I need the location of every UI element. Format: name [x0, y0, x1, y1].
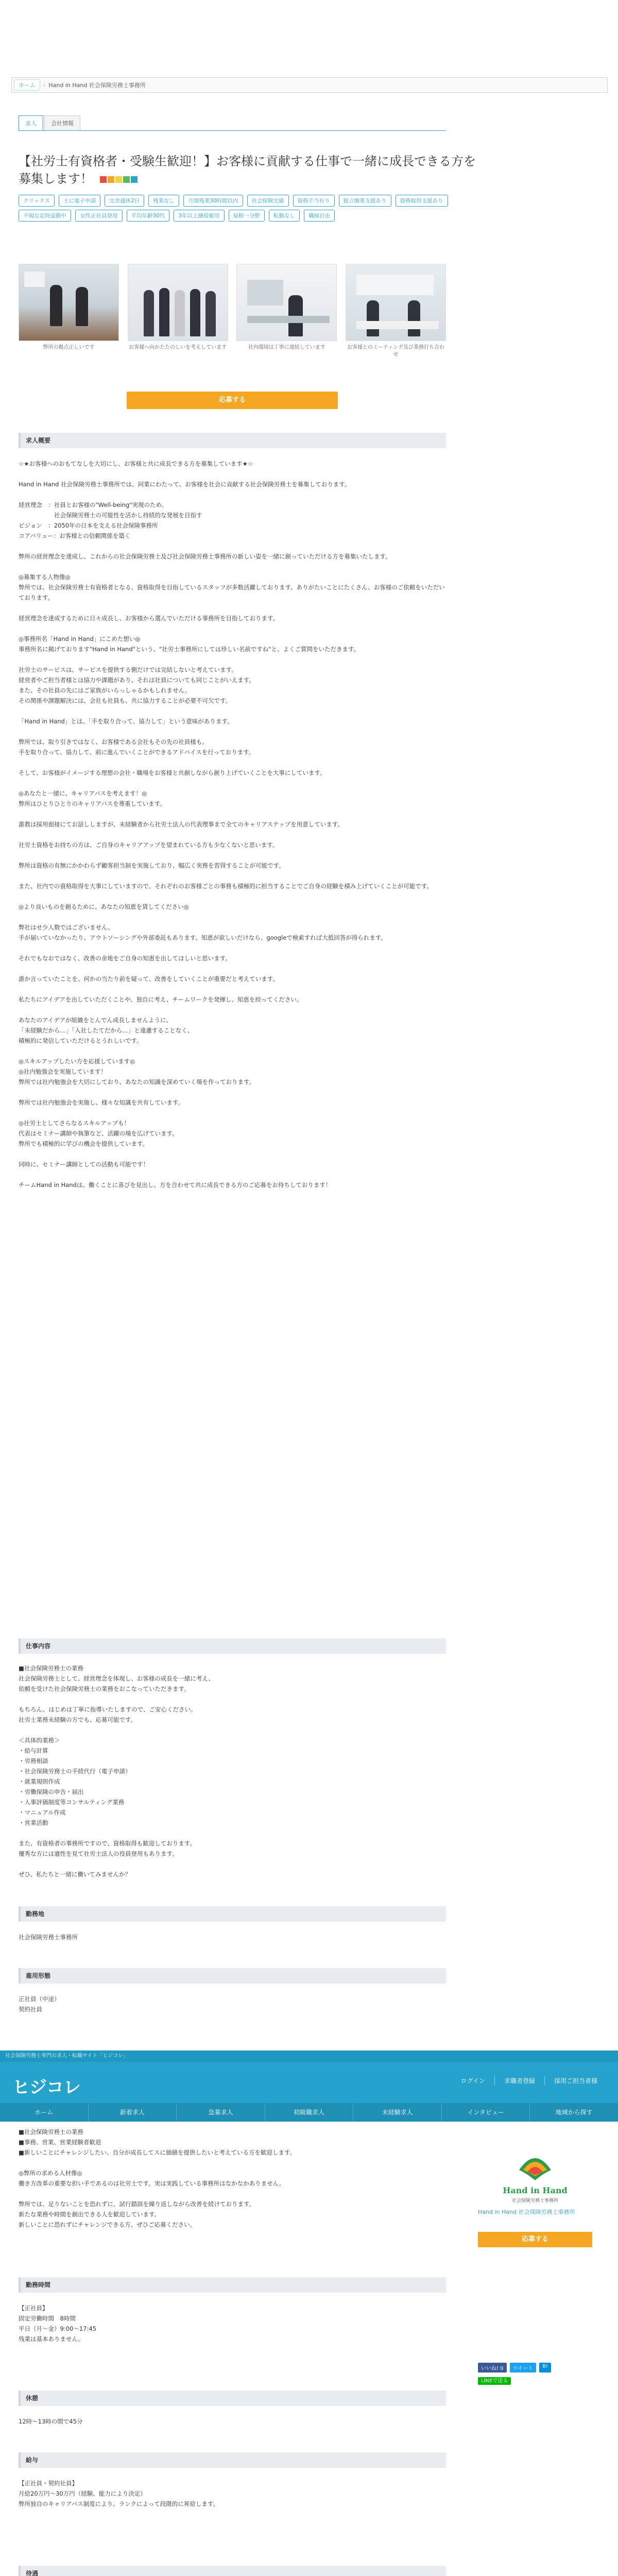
section-header-location: 勤務地 [19, 1906, 446, 1922]
tweet-button[interactable]: ツイート [510, 2363, 537, 2372]
section-header-employment-type: 雇用形態 [19, 1968, 446, 1984]
photo-item [128, 264, 228, 359]
register-link[interactable]: 求職者登録 [494, 2076, 544, 2085]
feature-tag[interactable]: 残業なし [148, 195, 179, 207]
photo-item [346, 264, 446, 359]
section-header-overview: 求人概要 [19, 433, 446, 448]
apply-button[interactable]: 応募する [127, 392, 338, 409]
feature-tags [19, 195, 451, 222]
team-photo [128, 264, 228, 341]
meeting-photo [346, 264, 446, 341]
breadcrumb [11, 77, 608, 93]
new-badges [100, 176, 138, 183]
badge-icon [115, 176, 122, 183]
job-headline [19, 152, 482, 188]
nav-by-region[interactable]: 地域から探す [529, 2103, 618, 2122]
feature-tag[interactable]: 転勤なし [269, 210, 300, 222]
company-name[interactable]: Hand in Hand 社会保険労務士事務所 [478, 2209, 575, 2215]
line-share [478, 2376, 511, 2384]
header-links [452, 2076, 607, 2085]
company-logo-text: Hand in Hand [503, 2185, 568, 2195]
location-text: 社会保険労務士事務所 [19, 1934, 78, 1941]
break-text: 12時〜13時の間で45分 [19, 2418, 83, 2425]
nav-inexperienced-jobs[interactable]: 未経験求人 [353, 2103, 441, 2122]
photo-item [236, 264, 337, 359]
nav-new-jobs[interactable]: 新着求人 [88, 2103, 177, 2122]
tab-company-info[interactable]: 会社情報 [44, 115, 80, 130]
photo-caption: お客様とのミーティング及び業務打ち合わせ [347, 345, 444, 358]
feature-tag[interactable]: 月間残業30時間以内 [183, 195, 243, 207]
photo-gallery [19, 264, 446, 359]
breadcrumb-current: Hand in Hand 社会保険労務士事務所 [48, 82, 146, 89]
section-header-break: 休憩 [19, 2391, 446, 2406]
share-buttons [478, 2363, 551, 2372]
feature-tag[interactable]: 資格手当有り [293, 195, 335, 207]
feature-tag[interactable]: 独立開業支援あり [339, 195, 391, 207]
feature-tag[interactable]: 女性正社員登用 [75, 210, 123, 222]
salary-text: 【正社員・契約社員】 月給20万円〜30万円（経験、能力により決定） 弊所独自のキャリアパス制度により、ランクによって段階的に昇給します。 [19, 2480, 219, 2507]
facebook-like-button[interactable]: いいね! 0 [478, 2363, 507, 2372]
feature-tag[interactable]: 職域自由 [304, 210, 335, 222]
employment-type-text: 正社員（中途） 契約社員 [19, 1995, 60, 2013]
job-tabs [19, 115, 446, 131]
photo-caption: お客様へ向かたたのしいを考えしています [129, 345, 227, 350]
feature-tag[interactable]: 不規な定時退勤中 [19, 210, 71, 222]
feature-tag[interactable]: 資格取得支援あり [396, 195, 448, 207]
feature-tag[interactable]: 土に電子申請 [59, 195, 100, 207]
feature-tag[interactable]: 平均年齢30代 [127, 210, 170, 222]
badge-icon [131, 176, 138, 183]
sidebar-apply-button[interactable]: 応募する [478, 2232, 592, 2247]
section-header-working-hours: 勤務時間 [19, 2277, 446, 2293]
photo-item [19, 264, 119, 359]
badge-icon [100, 176, 107, 183]
section-header-salary: 給与 [19, 2452, 446, 2468]
site-header [0, 2062, 618, 2103]
breadcrumb-separator: › [43, 81, 46, 89]
login-link[interactable]: ログイン [460, 2077, 485, 2084]
feature-tag[interactable]: 社会保険完備 [247, 195, 289, 207]
photo-caption: 社内環境は丁寧に連続しています [248, 345, 325, 350]
section-header-benefits: 待遇 [19, 2566, 446, 2576]
line-share-button[interactable]: LINEで送る [478, 2377, 511, 2385]
nav-entry-jobs[interactable]: 初級職求人 [265, 2103, 353, 2122]
job-headline-text: 【社労士有資格者・受験生歓迎！】お客様に貢献する仕事で一緒に成長できる方を募集します！ [19, 154, 476, 186]
job-content-text: ■社会保険労務士の業務 社会保険労務士として、経営理念を体現し、お客様の成長を一緒に考え、 依頼を受けた社会保険労務士の業務をおこなっていただきます。 もちろん、はじめは丁寧に指導いたしますので、ご安心ください。 社労士業務未経験の方でも、応募可能です。 ＜具体的業務＞ ・給与計算 ・労務相談 ・社会保険労務士の手続代行（電子申請） ・就業規則作成 ・労働保険の申告・届出 ・人事評価制度等コンサルティング業務 ・マニュアル作成 ・営業活動 また、有資格者の事務所ですので、資格取得も歓迎しております。 優秀な方には適性を見て社労士法人の役員登用もあります。 ぜひ、私たちと一緒に働いてみませんか？ [19, 1665, 214, 1878]
company-card [478, 2149, 592, 2247]
site-topbar: 社会保険労務士専門の求人・転職サイト「ヒジコレ」 [0, 2050, 618, 2062]
photo-caption: 弊所の拠点正しいです [43, 345, 95, 350]
tab-job[interactable]: 求人 [19, 115, 43, 130]
badge-icon [123, 176, 130, 183]
company-logo-subtext: 社会保険労務士事務所 [511, 2198, 558, 2204]
office-photo [19, 264, 119, 341]
feature-tag[interactable]: 3年以上継続雇用 [174, 210, 224, 222]
breadcrumb-home-link[interactable]: ホーム [14, 79, 40, 91]
site-logo[interactable]: ヒジコレ [12, 2077, 80, 2098]
feature-tag[interactable]: 完全週休2日 [105, 195, 144, 207]
feature-tag[interactable]: クリックス [19, 195, 55, 207]
nav-home[interactable]: ホーム [35, 2109, 54, 2116]
overview-text: ☆★お客様へのおもてなしを大切にし、お客様と共に成長できる方を募集しています★☆ Hand in Hand 社会保険労務士事務所では、同業にわたって、お客様を社会に貢献する社会保険労務士を募集しております。 経営理念 ：社員とお客様の"Well-being"実現のため、 社会保険労務士の可能性を活かし持続的な発展を目指す ビジョン ：2050年の日本を支える社会保険事務所 コアバリュー：お客様との信頼関係を築く 弊所の経営理念を達成し、これからの社会保険労務士及び社会保険労務士事務所の新しい姿を一緒に創っていただける方を募集いたします。 ◎募集する人物像◎ 弊所では、社会保険労務士有資格者となる、資格取得を目指しているスタッフが多数活躍しております。ありがたいことにたくさん、お客様のご依頼をいただいております。 経営理念を達成するために日々成長し、お客様から選んでいただける事務所を目指しております。 ◎事務所名「Hand in Hand」にこめた想い◎ 事務所名に掲げております"Hand in Hand"という、"社労士事務所にしては珍しい名前ですね"と、よくご質問をいただきます。 社労士のサービスは、サービスを提供する側だけでは完結しないと考えています。 経営者やご担当者様とは協力や課題があり、それは社員についても同じことがいえます。 また、その社員の先にはご家族がいらっしゃるかもしれません。 その関係や課題解決には、会社も社員も、共に協力することが必要不可欠です。 「Hand in Hand」とは、「手を取り合って、協力して」という意味があります。 弊所では、取り引きではなく、お客様である会社もその先の社員様も、 手を取り合って、協力して、前に進んでいくことができるアドバイスを行っております。 そして、お客様がイメージする理想の会社・職場をお客様と共創しながら創り上げていくことを大事にしています。 ◎あなたと一緒に、キャリアパスを考えます！◎ 弊所はひとりひとりのキャリアパスを尊重しています。 誰教は採用面接にてお話ししますが、未経験者から社労士法人の代表理事まで全てのキャリアステップを用意しています。 社労士資格をお持ちの方は、ご自身のキャリアアップを望まれている方も少なくないと思います。 弊所は資格の有無にかかわらず顧客担当制を実施しており、幅広く実務を習得することが可能です。 また、社内での資格取得を大事にしていますので、それぞれのお客様ごとの事務も積極的に担当することでご自身の経験を積み上げていくことが可能です。 ◎より良いものを創るために、あなたの知恵を貸してください◎ 弊社はせ少人数ではございません。 手が届いていなかったり、アウトソーシングや外部委託もあります。知恵が欲しいだけなら、googleで検索すれば大抵回答が得られます。 それでもなおではなく、改善の余地をご自身の知恵を出してほしいと思います。 誰か言っていたことを、何かの当たり前を疑って、改善をしていくことが重要だと考えています。 私たちにアイデアを出していただくことや、独自に考え、チームワークを発揮し、知恵を絞ってください。 あなたのアイデアが組織をとんでん成長しませんように、 「未経験だから…」「入社したてだから…」と遠慮することなく、 積極的に発信していただけるとうれしいです。 ◎スキルアップしたい方を応援しています◎ ◎社内勉強会を実施しています！ 弊所では社内勉強会を大切にしており、あなたの知識を深めていく場を作っております。 弊所では社内勉強会を実施し、様々な知識を共有しています。 ◎社労士としてさらなるスキルアップも！ 代表はセミナー講師や執筆など、活躍の場を広げています。 弊所でも積極的に学びの機会を提供しています。 同時に、セミナー講師としての活動も可能です！ チームHand in Handは、働くことに喜びを見出し、方を合わせて共に成長できる方のご応募をお待ちしております！ [19, 460, 445, 1189]
main-nav [0, 2103, 618, 2122]
section-header-job-content: 仕事内容 [19, 1638, 446, 1654]
nav-interview[interactable]: インタビュー [441, 2103, 530, 2122]
nav-urgent-jobs[interactable]: 急募求人 [176, 2103, 265, 2122]
workspace-photo [236, 264, 337, 341]
feature-tag[interactable]: 屋根一分野 [229, 210, 265, 222]
working-hours-text: 【正社員】 固定労働時間 8時間 平日（月〜金）9:00〜17:45 残業は基本ありません。 [19, 2304, 96, 2343]
company-logo[interactable] [478, 2149, 592, 2206]
employer-link[interactable]: 採用ご担当者様 [544, 2076, 607, 2085]
requirements-text: ■社会保険労務士の業務 ■事務、営業、営業経験者歓迎 ■新しいことにチャレンジしたい、自分が成長してスに価値を提供したいと考えている方を歓迎します。 ◎弊所の求める人材像◎ 働き方改革の重要な担い手であるのは社労士です。実は実践している事務所はなかなかありません。 弊所では、足りないことを恐れずに、試行錯誤を繰り返しながら改善を続けております。 新たな業務や時間を創出できる人を歓迎しています。 新しいことに恐れずにチャレンジできる方、ぜひご応募ください。 [19, 2128, 296, 2228]
hatena-bookmark-button[interactable]: B! [539, 2363, 551, 2372]
badge-icon [108, 176, 114, 183]
